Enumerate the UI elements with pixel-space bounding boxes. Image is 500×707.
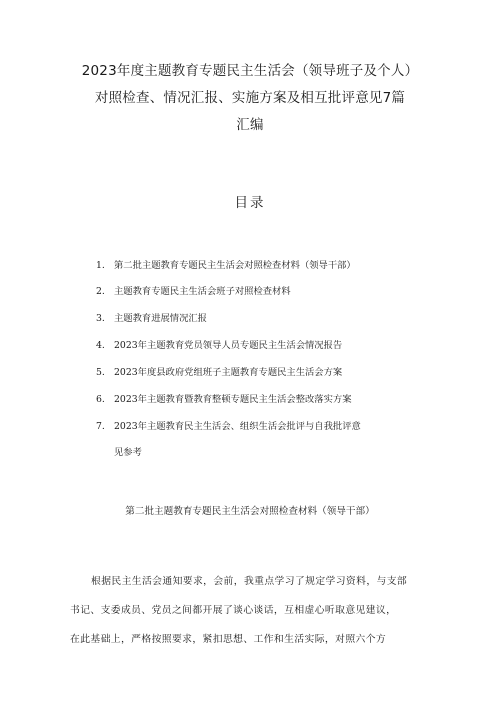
body-paragraph-line-3: 在此基础上，严格按照要求，紧扣思想、工作和生活实际，对照六个方 bbox=[70, 634, 387, 645]
toc-item-6 bbox=[96, 393, 426, 406]
document-title-line-2: 对照检查、情况汇报、实施方案及相互批评意见7篇 bbox=[94, 90, 406, 106]
toc-item-number: 5. bbox=[96, 367, 105, 378]
toc-item-7 bbox=[96, 420, 426, 433]
toc-item-number: 2. bbox=[96, 286, 105, 297]
toc-item-number: 7. bbox=[96, 421, 105, 432]
toc-item-1 bbox=[96, 259, 426, 272]
toc-item-text: 主题教育进展情况汇报 bbox=[114, 313, 207, 324]
toc-item-number: 3. bbox=[96, 313, 105, 324]
toc-item-3 bbox=[96, 312, 426, 325]
document-title-line-3: 汇编 bbox=[236, 117, 264, 133]
body-paragraph-line-1: 根据民主生活会通知要求，会前，我重点学习了规定学习资料，与支部 bbox=[91, 576, 408, 587]
toc-item-5 bbox=[96, 366, 426, 379]
toc-item-7-continuation: 见参考 bbox=[114, 447, 142, 458]
toc-heading: 目录 bbox=[234, 195, 266, 211]
toc-item-4 bbox=[96, 339, 426, 352]
toc-item-text: 2023年度县政府党组班子主题教育专题民主生活会方案 bbox=[114, 367, 343, 378]
toc-item-text: 主题教育专题民主生活会班子对照检查材料 bbox=[114, 286, 291, 297]
toc-item-text: 2023年主题教育暨教育整顿专题民主生活会整改落实方案 bbox=[114, 394, 352, 405]
toc-item-text: 2023年主题教育党员领导人员专题民主生活会情况报告 bbox=[114, 340, 343, 351]
toc-item-2 bbox=[96, 285, 426, 298]
section-title: 第二批主题教育专题民主生活会对照检查材料（领导干部） bbox=[125, 506, 375, 517]
body-paragraph-line-2: 书记、支委成员、党员之间都开展了谈心谈话，互相虚心听取意见建议， bbox=[70, 605, 397, 616]
toc-item-number: 1. bbox=[96, 260, 105, 271]
toc-item-number: 4. bbox=[96, 340, 105, 351]
toc-item-text: 第二批主题教育专题民主生活会对照检查材料（领导干部） bbox=[114, 260, 356, 271]
toc-item-text: 2023年主题教育民主生活会、组织生活会批评与自我批评意 bbox=[114, 421, 361, 432]
document-title-line-1: 2023年度主题教育专题民主生活会（领导班子及个人） bbox=[81, 63, 419, 79]
toc-item-number: 6. bbox=[96, 394, 105, 405]
